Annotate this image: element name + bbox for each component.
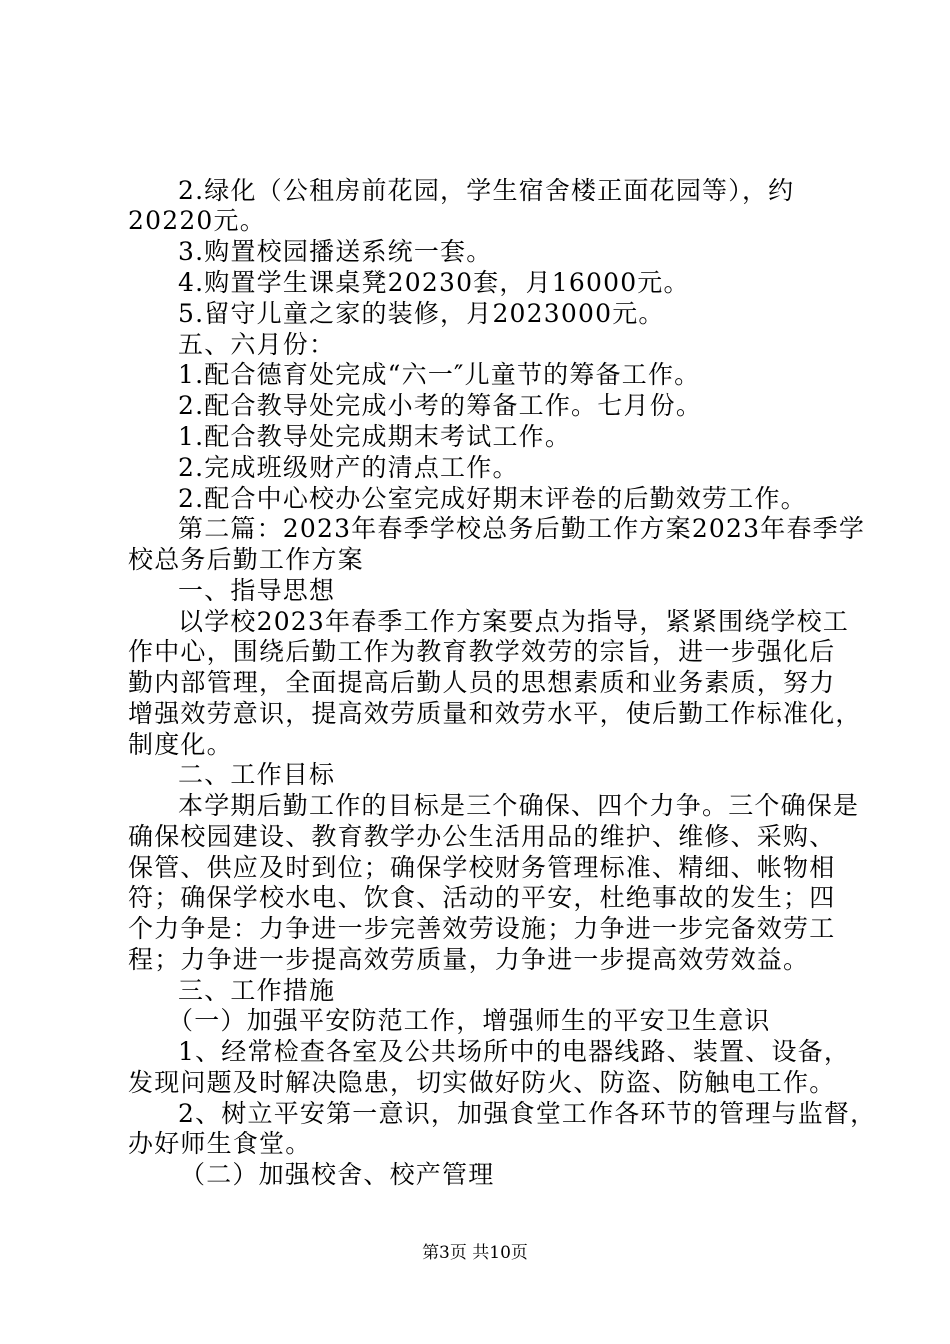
text-line: 程；力争进一步提高效劳质量，力争进一步提高效劳效益。 [128, 945, 810, 974]
text-line: 发现问题及时解决隐患，切实做好防火、防盗、防触电工作。 [128, 1068, 836, 1097]
section-heading: 第二篇：2023年春季学校总务后勤工作方案2023年春季学 [178, 514, 866, 543]
text-line: 20220元。 [128, 206, 266, 235]
text-line: 本学期后勤工作的目标是三个确保、四个力争。三个确保是 [178, 791, 860, 820]
text-line: 2.完成班级财产的清点工作。 [178, 453, 519, 482]
subheading: （二）加强校舍、校产管理 [180, 1160, 495, 1189]
text-line: 5.留守儿童之家的装修，月2023000元。 [178, 299, 665, 328]
text-line: 1.配合教导处完成期末考试工作。 [178, 422, 572, 451]
text-line: 符；确保学校水电、饮食、活动的平安，杜绝事故的发生；四 [128, 883, 836, 912]
section-heading: 校总务后勤工作方案 [128, 545, 364, 574]
text-line: 2.配合中心校办公室完成好期末评卷的后勤效劳工作。 [178, 484, 807, 513]
text-line: 勤内部管理，全面提高后勤人员的思想素质和业务素质，努力 [128, 668, 836, 697]
heading: 一、指导思想 [178, 576, 336, 605]
text-line: 增强效劳意识，提高效劳质量和效劳水平，使后勤工作标准化， [128, 699, 862, 728]
text-line: 2、树立平安第一意识，加强食堂工作各环节的管理与监督， [178, 1099, 877, 1128]
text-line: 确保校园建设、教育教学办公生活用品的维护、维修、采购、 [128, 822, 836, 851]
text-line: 制度化。 [128, 730, 233, 759]
text-line: 以学校2023年春季工作方案要点为指导，紧紧围绕学校工 [178, 607, 850, 636]
text-line: 1.配合德育处完成“六一″儿童节的筹备工作。 [178, 360, 701, 389]
text-line: 1、经常检查各室及公共场所中的电器线路、装置、设备， [178, 1037, 851, 1066]
text-line: 2.配合教导处完成小考的筹备工作。七月份。 [178, 391, 703, 420]
heading: 三、工作措施 [178, 976, 336, 1005]
text-line: 个力争是：力争进一步完善效劳设施；力争进一步完备效劳工 [128, 914, 836, 943]
subheading: （一）加强平安防范工作，增强师生的平安卫生意识 [168, 1006, 771, 1035]
text-line: 保管、供应及时到位；确保学校财务管理标准、精细、帐物相 [128, 853, 836, 882]
text-line: 五、六月份： [178, 330, 336, 359]
text-line: 3.购置校园播送系统一套。 [178, 237, 493, 266]
text-line: 办好师生食堂。 [128, 1129, 312, 1158]
heading: 二、工作目标 [178, 760, 336, 789]
text-line: 2.绿化（公租房前花园，学生宿舍楼正面花园等），约 [178, 176, 795, 205]
text-line: 作中心，围绕后勤工作为教育教学效劳的宗旨，进一步强化后 [128, 637, 836, 666]
text-line: 4.购置学生课桌凳20230套，月16000元。 [178, 268, 690, 297]
page-footer: 第3页 共10页 [422, 1243, 528, 1263]
